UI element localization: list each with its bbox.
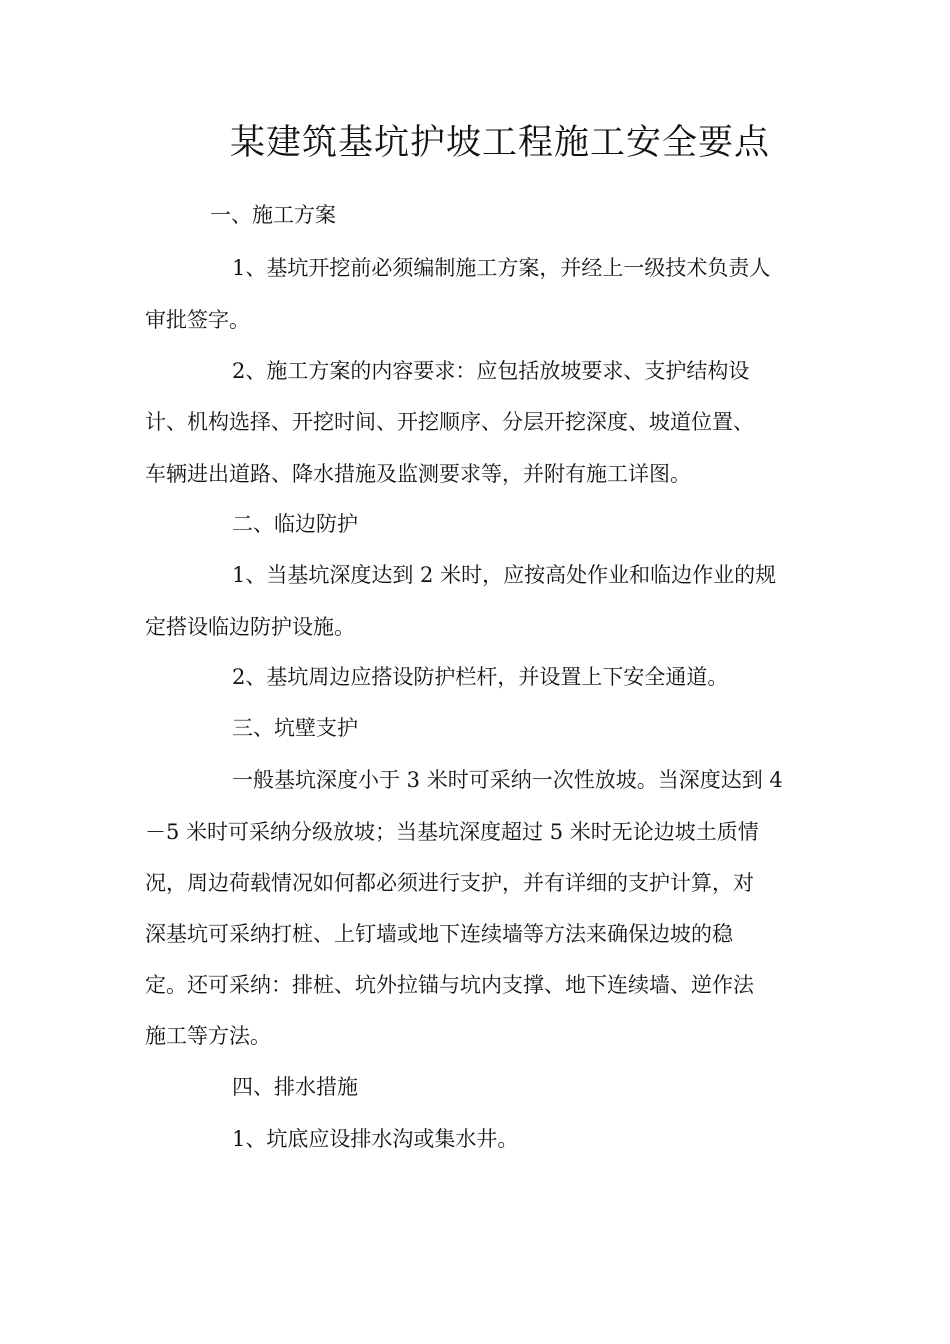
- section-heading-construction-plan: 一、施工方案: [210, 203, 336, 227]
- paragraph-line: 车辆进出道路、降水措施及监测要求等，并附有施工详图。: [145, 462, 691, 486]
- paragraph-line: －5 米时可采纳分级放坡；当基坑深度超过 5 米时无论边坡土质情: [145, 820, 759, 844]
- paragraph-line: 2、基坑周边应搭设防护栏杆，并设置上下安全通道。: [232, 665, 729, 689]
- section-heading-drainage: 四、排水措施: [232, 1075, 358, 1099]
- paragraph-line: 况，周边荷载情况如何都必须进行支护，并有详细的支护计算，对: [145, 871, 754, 895]
- section-heading-pit-wall-support: 三、坑壁支护: [232, 716, 358, 740]
- paragraph-line: 审批签字。: [145, 308, 250, 332]
- paragraph-line: 定搭设临边防护设施。: [145, 615, 355, 639]
- document-title: 某建筑基坑护坡工程施工安全要点: [229, 123, 770, 163]
- paragraph-line: 1、基坑开挖前必须编制施工方案，并经上一级技术负责人: [232, 256, 771, 280]
- paragraph-line: 定。还可采纳：排桩、坑外拉锚与坑内支撑、地下连续墙、逆作法: [145, 973, 754, 997]
- paragraph-line: 1、坑底应设排水沟或集水井。: [232, 1127, 519, 1151]
- paragraph-line: 一般基坑深度小于 3 米时可采纳一次性放坡。当深度达到 4: [232, 768, 783, 792]
- paragraph-line: 1、当基坑深度达到 2 米时，应按高处作业和临边作业的规: [232, 563, 777, 587]
- paragraph-line: 施工等方法。: [145, 1024, 271, 1048]
- paragraph-line: 2、施工方案的内容要求：应包括放坡要求、支护结构设: [232, 359, 750, 383]
- section-heading-edge-protection: 二、临边防护: [232, 512, 358, 536]
- paragraph-line: 深基坑可采纳打桩、上钉墙或地下连续墙等方法来确保边坡的稳: [145, 922, 733, 946]
- paragraph-line: 计、机构选择、开挖时间、开挖顺序、分层开挖深度、坡道位置、: [145, 410, 754, 434]
